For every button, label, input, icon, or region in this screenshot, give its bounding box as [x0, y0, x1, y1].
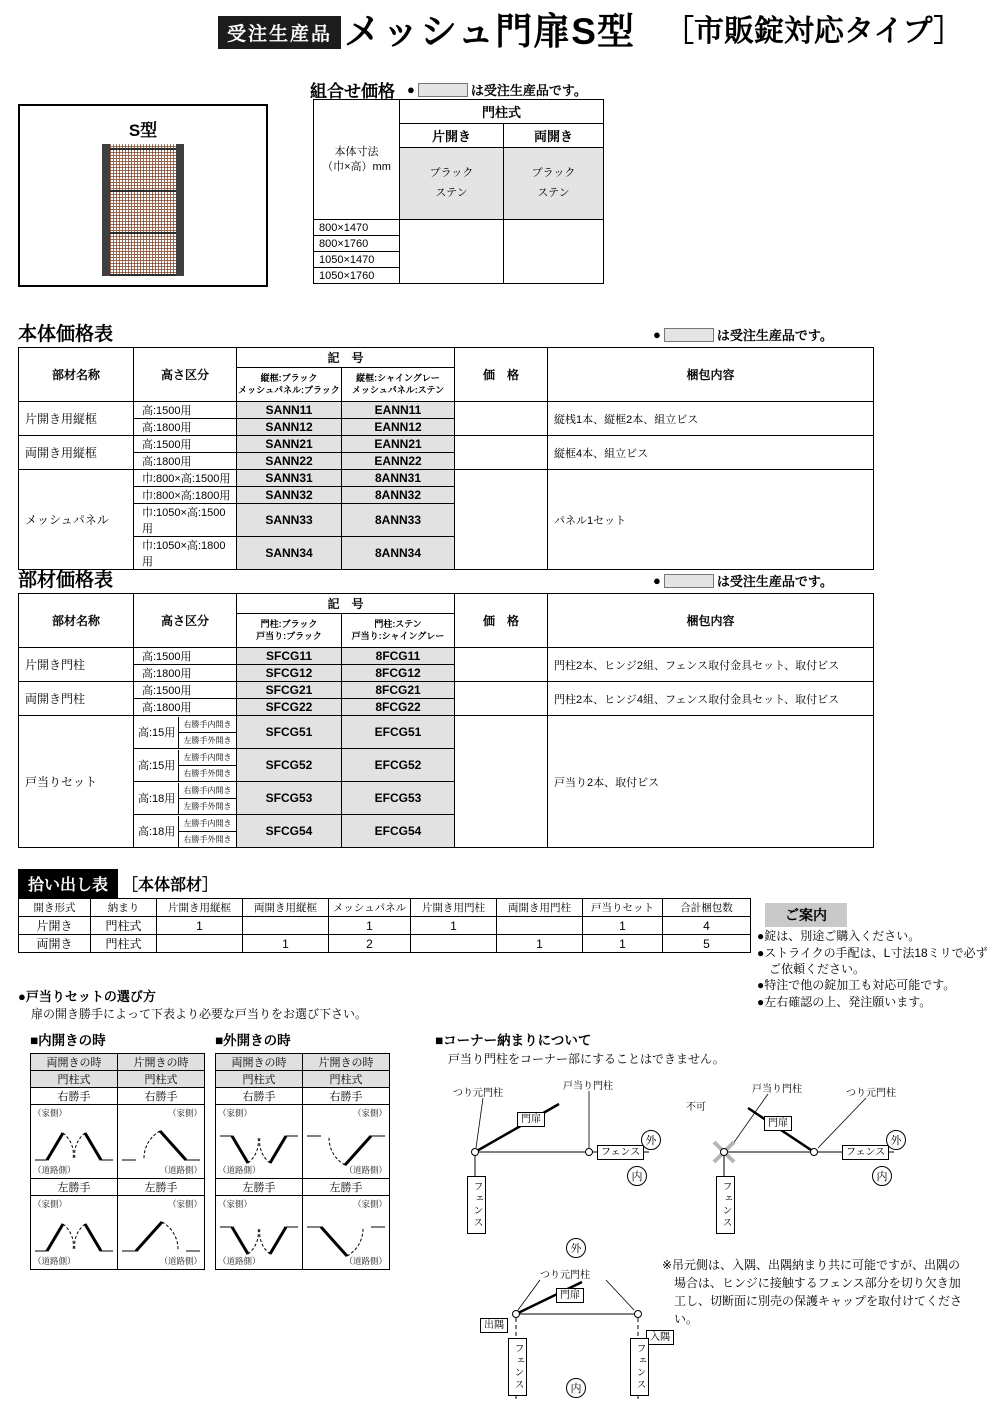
part-name-cell: 戸当りセット: [19, 716, 134, 848]
pickup-header: 戸当りセット: [583, 899, 663, 917]
height-cell: 巾:1050×高:1500用: [134, 504, 237, 537]
code-cell: SFCG52: [237, 749, 342, 782]
fence-label-vertical: フェンス: [630, 1338, 649, 1396]
made-to-order-legend: [407, 80, 587, 99]
double-col-header: 両開きの時: [31, 1054, 118, 1071]
code-cell: EANN12: [342, 419, 455, 436]
code-cell: EFCG53: [342, 782, 455, 815]
code-cell: 8FCG11: [342, 648, 455, 665]
body-price-table: [18, 347, 874, 570]
swing-variant-line: 右勝手内開き: [183, 785, 232, 795]
part-name-cell: 片開き門柱: [19, 648, 134, 682]
gate-post-right: [176, 144, 184, 276]
page-title: メッシュ門扉S型: [344, 11, 635, 52]
finish-cell: ブラック ステン: [400, 148, 504, 220]
model-label: S型: [128, 121, 158, 140]
finish-cell: ブラック ステン: [504, 148, 604, 220]
swing-variant-line: 左勝手外開き: [179, 732, 236, 748]
size-cell: 800×1760: [314, 236, 400, 252]
pickup-title: [18, 869, 218, 898]
code-cell: 8FCG12: [342, 665, 455, 682]
single-gate-diagram: [306, 1124, 386, 1172]
price-cell: [455, 436, 548, 470]
height-cell: 高:1500用: [134, 402, 237, 419]
col-header-price: 価 格: [455, 348, 548, 402]
code-cell: SFCG51: [237, 716, 342, 749]
height-cell: 高:1500用: [134, 436, 237, 453]
fence-label-vertical: フェンス: [716, 1176, 735, 1234]
legend-swatch: [418, 83, 468, 97]
guide-item: ●錠は、別途ご購入ください。: [757, 929, 921, 943]
pickup-title-box: 拾い出し表: [18, 869, 118, 898]
pickup-cell: [157, 935, 243, 953]
double-swing-header: 両開き: [504, 124, 604, 148]
double-col-header: 両開きの時: [216, 1054, 303, 1071]
height-cell: 高:1500用: [134, 682, 237, 699]
height-label: 高:18用: [138, 793, 176, 805]
pickup-cell: 門柱式: [91, 935, 157, 953]
stop-post-label: 戸当り門柱: [563, 1081, 613, 1092]
height-label: 高:15用: [138, 760, 176, 772]
inside-label: 内: [872, 1166, 892, 1186]
col-header-height: 高さ区分: [134, 348, 237, 402]
code-variant-header: 縦框:シャイングレー メッシュパネル:ステン: [342, 368, 455, 402]
price-cell: [455, 716, 548, 848]
code-cell: SANN34: [237, 537, 342, 570]
pickup-header: 納まり: [91, 899, 157, 917]
code-cell: SANN33: [237, 504, 342, 537]
col-header-part: 部材名称: [19, 348, 134, 402]
code-cell: SANN32: [237, 487, 342, 504]
code-cell: 8ANN33: [342, 504, 455, 537]
code-cell: 8FCG21: [342, 682, 455, 699]
legend-swatch: [664, 574, 714, 588]
pickup-header: メッシュパネル: [329, 899, 411, 917]
swing-variant-line: 左勝手内開き: [183, 818, 232, 828]
gate-label: 門扉: [764, 1116, 792, 1131]
hinge-post-label: つり元門柱: [846, 1088, 896, 1099]
contents-cell: 門柱2本、ヒンジ4組、フェンス取付金具セット、取付ビス: [548, 682, 874, 716]
house-side-label: （家側）: [218, 1199, 253, 1209]
contents-cell: 縦框4本、組立ビス: [548, 436, 874, 470]
pickup-cell: 1: [243, 935, 329, 953]
code-cell: EFCG54: [342, 815, 455, 848]
road-side-label: （道路側）: [344, 1256, 387, 1266]
corner-diagram-allowed: [437, 1070, 665, 1232]
legend-marker: ●: [407, 82, 415, 97]
guide-item: ●特注で他の錠加工も対応可能です。: [757, 978, 956, 993]
outside-corner-label: 出隅: [480, 1318, 508, 1333]
post-type-cell: 門柱式: [118, 1071, 205, 1088]
fence-label: フェンス: [842, 1145, 889, 1160]
page-subtitle: ［市販錠対応タイプ］: [664, 15, 964, 48]
guide-item: ●左右確認の上、発注願います。: [757, 995, 932, 1010]
corner-section-desc: 戸当り門柱をコーナー部にすることはできません。: [448, 1052, 725, 1066]
hinge-post-label: つり元門柱: [453, 1088, 503, 1099]
single-col-header: 片開きの時: [118, 1054, 205, 1071]
pickup-cell: 両開き: [19, 935, 91, 953]
pickup-cell: 1: [329, 917, 411, 935]
pickup-subtitle: ［本体部材］: [122, 877, 219, 894]
pickup-header: 開き形式: [19, 899, 91, 917]
price-cell: [455, 682, 548, 716]
swing-variant-line: 右勝手外開き: [179, 765, 236, 781]
code-variant-header: 門柱:ブラック 戸当り:ブラック: [237, 614, 342, 648]
made-to-order-badge: 受注生産品: [218, 16, 341, 49]
pickup-cell: 門柱式: [91, 917, 157, 935]
outside-label: 外: [641, 1130, 661, 1150]
road-side-label: （道路側）: [218, 1256, 261, 1266]
gate-mesh-panel: [110, 144, 176, 276]
swing-variant-line: 左勝手外開き: [179, 798, 236, 814]
corner-diagram-hinge-side: [478, 1238, 678, 1405]
swing-variant: [178, 783, 236, 814]
part-name-cell: 片開き用縦框: [19, 402, 134, 436]
gate-label: 門扉: [556, 1288, 584, 1303]
code-cell: EANN21: [342, 436, 455, 453]
swing-diagram-cell: [31, 1105, 118, 1179]
part-name-cell: 両開き用縦框: [19, 436, 134, 470]
inward-swing-block: [30, 1029, 206, 1270]
height-cell: 巾:1050×高:1800用: [134, 537, 237, 570]
swing-variant: [178, 717, 236, 748]
right-hand-cell: 右勝手: [216, 1088, 303, 1105]
fence-label-vertical: フェンス: [467, 1176, 486, 1234]
part-name-cell: メッシュパネル: [19, 470, 134, 570]
contents-cell: 縦桟1本、縦框2本、組立ビス: [548, 402, 874, 436]
gate-post-left: [102, 144, 110, 276]
part-name-cell: 両開き門柱: [19, 682, 134, 716]
code-cell: SANN21: [237, 436, 342, 453]
col-header-height: 高さ区分: [134, 594, 237, 648]
outward-swing-title: ■外開きの時: [215, 1033, 291, 1048]
outward-swing-block: [215, 1029, 391, 1270]
height-cell: 巾:800×高:1800用: [134, 487, 237, 504]
height-cell: 高:1800用: [134, 665, 237, 682]
hinge-post-label: つり元門柱: [540, 1270, 590, 1281]
swing-variant: [178, 816, 236, 847]
pickup-cell: 1: [583, 917, 663, 935]
size-cell: 1050×1470: [314, 252, 400, 268]
gate-illustration: [102, 144, 184, 276]
house-side-label: （家側）: [167, 1108, 202, 1118]
pickup-cell: [411, 935, 497, 953]
price-cell: [455, 402, 548, 436]
col-header-code: 記 号: [237, 594, 455, 614]
code-cell: SANN12: [237, 419, 342, 436]
price-cell: [455, 470, 548, 570]
height-cell: 高:1800用: [134, 699, 237, 716]
road-side-label: （道路側）: [159, 1256, 202, 1266]
inside-label: 内: [566, 1378, 586, 1398]
code-cell: EFCG52: [342, 749, 455, 782]
col-header-contents: 梱包内容: [548, 594, 874, 648]
height-cell: [134, 815, 237, 848]
combination-price-table: [313, 99, 604, 284]
outward-swing-table: [215, 1053, 390, 1270]
pickup-cell: [243, 917, 329, 935]
right-hand-cell: 右勝手: [303, 1088, 390, 1105]
pickup-header: 片開き用縦框: [157, 899, 243, 917]
pickup-cell: [497, 917, 583, 935]
double-gate-diagram: [34, 1215, 114, 1263]
height-label: 高:15用: [138, 727, 176, 739]
contents-cell: パネル1セット: [548, 470, 874, 570]
house-side-label: （家側）: [352, 1199, 387, 1209]
code-cell: SFCG53: [237, 782, 342, 815]
col-header-part: 部材名称: [19, 594, 134, 648]
left-hand-cell: 左勝手: [303, 1179, 390, 1196]
height-cell: 高:1800用: [134, 453, 237, 470]
pickup-cell: 1: [157, 917, 243, 935]
fence-label-vertical: フェンス: [508, 1338, 527, 1396]
post-type-header: 門柱式: [400, 100, 604, 124]
pickup-header: 合計梱包数: [663, 899, 751, 917]
left-hand-cell: 左勝手: [31, 1179, 118, 1196]
inside-corner-label: 入隅: [646, 1330, 674, 1345]
code-variant-header: 縦框:ブラック メッシュパネル:ブラック: [237, 368, 342, 402]
code-cell: 8FCG22: [342, 699, 455, 716]
col-header-code: 記 号: [237, 348, 455, 368]
price-cell: [504, 220, 604, 284]
road-side-label: （道路側）: [218, 1165, 261, 1175]
code-cell: EANN11: [342, 402, 455, 419]
pickup-cell: 4: [663, 917, 751, 935]
legend-text: は受注生産品です。: [470, 83, 587, 98]
code-cell: 8ANN34: [342, 537, 455, 570]
made-to-order-legend: [653, 325, 833, 344]
legend-text: は受注生産品です。: [716, 328, 833, 343]
post-type-cell: 門柱式: [31, 1071, 118, 1088]
swing-variant-line: 右勝手内開き: [183, 719, 232, 729]
guide-title: ご案内: [765, 903, 847, 927]
single-gate-diagram: [121, 1215, 201, 1263]
corner-note: ※吊元側は、入隅、出隅納まり共に可能ですが、出隅の場合は、ヒンジに接触するフェンス部分を切り欠き加工し、切断面に別売の保護キャップを取付けてください。: [662, 1258, 963, 1326]
parts-price-title: 部材価格表: [18, 570, 114, 591]
combination-price-title: 組合せ価格: [310, 82, 395, 101]
house-side-label: （家側）: [218, 1108, 253, 1118]
house-side-label: （家側）: [33, 1199, 68, 1209]
height-label: 高:18用: [138, 826, 176, 838]
guide-item: ●ストライクの手配は、L寸法18ミリで必ずご依頼ください。: [757, 945, 988, 976]
contents-cell: 戸当り2本、取付ビス: [548, 716, 874, 848]
legend-swatch: [664, 328, 714, 342]
code-cell: EANN22: [342, 453, 455, 470]
swing-diagram-cell: [303, 1105, 390, 1179]
guide-list: [757, 929, 992, 1012]
post-type-cell: 門柱式: [216, 1071, 303, 1088]
col-header-contents: 梱包内容: [548, 348, 874, 402]
right-hand-cell: 右勝手: [31, 1088, 118, 1105]
height-cell: [134, 782, 237, 815]
swing-diagram-cell: [216, 1105, 303, 1179]
swing-diagram-cell: [118, 1105, 205, 1179]
height-cell: [134, 749, 237, 782]
height-cell: [134, 716, 237, 749]
price-cell: [400, 220, 504, 284]
code-cell: EFCG51: [342, 716, 455, 749]
not-allowed-label: 不可: [686, 1102, 706, 1113]
post-type-cell: 門柱式: [303, 1071, 390, 1088]
code-cell: SANN31: [237, 470, 342, 487]
corner-diagram-not-allowed: [676, 1070, 910, 1232]
stop-post-label: 戸当り門柱: [752, 1084, 802, 1095]
size-cell: 800×1470: [314, 220, 400, 236]
corner-section-title: ■コーナー納まりについて: [435, 1033, 592, 1048]
pickup-cell: 1: [411, 917, 497, 935]
pickup-cell: 5: [663, 935, 751, 953]
gate-label: 門扉: [517, 1112, 545, 1127]
fence-label: フェンス: [597, 1145, 644, 1160]
swing-diagram-cell: [303, 1196, 390, 1270]
code-cell: 8ANN31: [342, 470, 455, 487]
code-cell: SFCG11: [237, 648, 342, 665]
height-cell: 高:1500用: [134, 648, 237, 665]
right-hand-cell: 右勝手: [118, 1088, 205, 1105]
code-variant-header: 門柱:ステン 戸当り:シャイングレー: [342, 614, 455, 648]
code-cell: SANN11: [237, 402, 342, 419]
pickup-header: 片開き用門柱: [411, 899, 497, 917]
road-side-label: （道路側）: [33, 1165, 76, 1175]
single-col-header: 片開きの時: [303, 1054, 390, 1071]
outside-label: 外: [566, 1238, 586, 1258]
pickup-cell: 1: [583, 935, 663, 953]
code-cell: SANN22: [237, 453, 342, 470]
single-gate-diagram: [306, 1215, 386, 1263]
swing-diagram-cell: [118, 1196, 205, 1270]
size-cell: 1050×1760: [314, 268, 400, 284]
col-header-price: 価 格: [455, 594, 548, 648]
double-gate-diagram: [219, 1215, 299, 1263]
swing-variant-line: 右勝手外開き: [179, 831, 236, 847]
house-side-label: （家側）: [352, 1108, 387, 1118]
pickup-header: 両開き用門柱: [497, 899, 583, 917]
inside-label: 内: [627, 1166, 647, 1186]
road-side-label: （道路側）: [344, 1165, 387, 1175]
inward-swing-title: ■内開きの時: [30, 1033, 106, 1048]
height-cell: 巾:800×高:1500用: [134, 470, 237, 487]
made-to-order-legend: [653, 571, 833, 590]
code-cell: SFCG21: [237, 682, 342, 699]
legend-marker: ●: [653, 327, 661, 342]
left-hand-cell: 左勝手: [118, 1179, 205, 1196]
body-price-title: 本体価格表: [18, 324, 114, 345]
pickup-header: 両開き用縦框: [243, 899, 329, 917]
double-gate-diagram: [219, 1124, 299, 1172]
pickup-cell: 2: [329, 935, 411, 953]
doorstop-selection-title: ●戸当りセットの選び方: [18, 989, 156, 1004]
legend-text: は受注生産品です。: [716, 574, 833, 589]
code-cell: SFCG22: [237, 699, 342, 716]
pickup-table: [18, 898, 751, 953]
product-image-box: [18, 104, 268, 287]
single-swing-header: 片開き: [400, 124, 504, 148]
dimension-header: 本体寸法 （巾×高）mm: [314, 100, 400, 220]
swing-variant-line: 左勝手内開き: [183, 752, 232, 762]
code-cell: 8ANN32: [342, 487, 455, 504]
contents-cell: 門柱2本、ヒンジ2組、フェンス取付金具セット、取付ビス: [548, 648, 874, 682]
house-side-label: （家側）: [167, 1199, 202, 1209]
pickup-cell: 1: [497, 935, 583, 953]
code-cell: SFCG12: [237, 665, 342, 682]
legend-marker: ●: [653, 573, 661, 588]
height-cell: 高:1800用: [134, 419, 237, 436]
price-cell: [455, 648, 548, 682]
road-side-label: （道路側）: [33, 1256, 76, 1266]
swing-variant: [178, 750, 236, 781]
code-cell: SFCG54: [237, 815, 342, 848]
left-hand-cell: 左勝手: [216, 1179, 303, 1196]
swing-diagram-cell: [216, 1196, 303, 1270]
inward-swing-table: [30, 1053, 205, 1270]
swing-diagram-c ell: [31, 1196, 118, 1270]
road-side-label: （道路側）: [159, 1165, 202, 1175]
parts-price-table: [18, 593, 874, 848]
house-side-label: （家側）: [33, 1108, 68, 1118]
outside-label: 外: [886, 1130, 906, 1150]
doorstop-selection-desc: 扉の開き勝手によって下表より必要な戸当りをお選び下さい。: [31, 1007, 368, 1021]
pickup-cell: 片開き: [19, 917, 91, 935]
